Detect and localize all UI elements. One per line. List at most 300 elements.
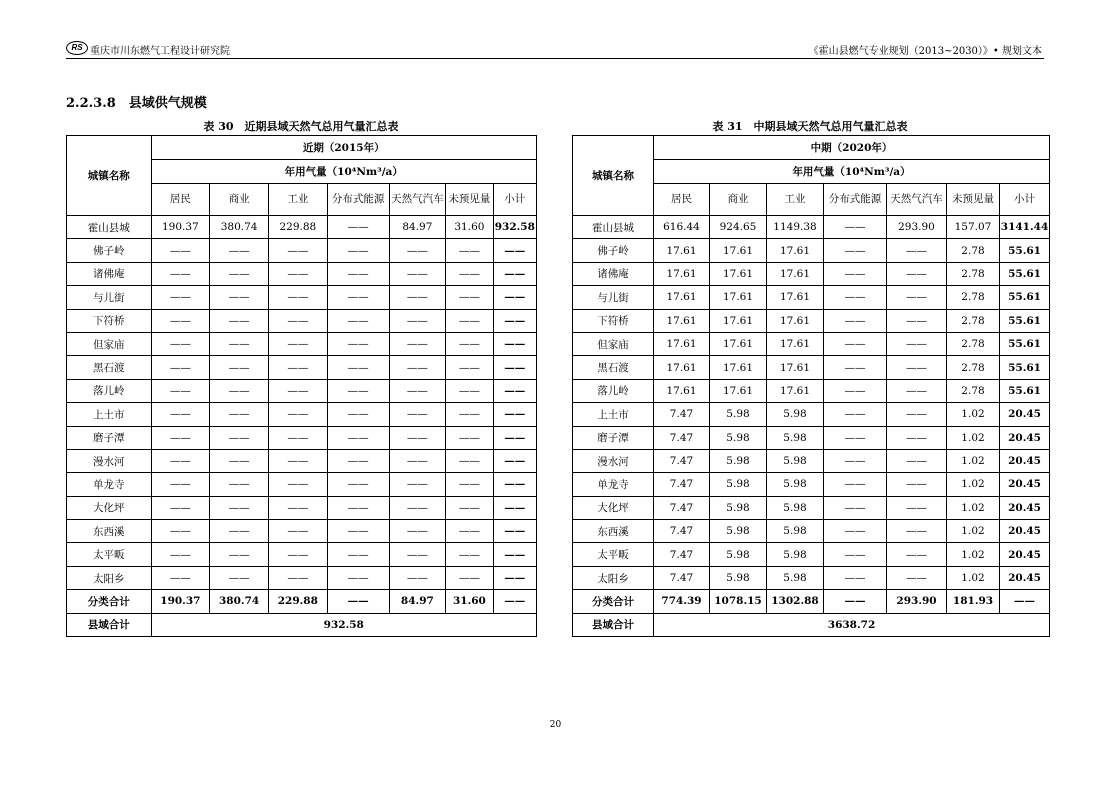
value-cell: 2.78 [947,309,1000,332]
value-cell: —— [824,566,887,589]
value-cell: —— [824,239,887,262]
page-number: 20 [549,720,562,730]
value-cell: 2.78 [947,332,1000,355]
value-cell: 20.45 [1000,520,1050,543]
table-row [573,286,1050,309]
total-label: 县域合计 [573,613,654,636]
value-cell: —— [493,496,536,519]
value-cell: 17.61 [654,262,710,285]
unit-header: 年用气量（10⁴Nm³/a） [151,160,537,184]
value-cell: —— [446,379,493,402]
value-cell: 17.61 [710,332,767,355]
value-cell: 5.98 [767,520,824,543]
col-header: 未预见量 [947,184,1000,216]
value-cell: 5.98 [767,496,824,519]
value-cell: 293.90 [887,216,947,239]
value-cell: —— [210,239,269,262]
town-name-cell: 东西溪 [573,520,654,543]
value-cell: —— [210,262,269,285]
town-name-cell: 黑石渡 [573,356,654,379]
value-cell: —— [268,356,327,379]
value-cell: —— [824,356,887,379]
value-cell: 7.47 [654,566,710,589]
value-cell: —— [210,496,269,519]
value-cell: —— [151,286,210,309]
table-row [67,356,537,379]
value-cell: 616.44 [654,216,710,239]
value-cell: —— [268,449,327,472]
value-cell: —— [151,262,210,285]
value-cell: —— [824,426,887,449]
header-doc-title: 《霍山县燃气专业规划（2013~2030）》• 规划文本 [808,46,1042,57]
value-cell: —— [210,543,269,566]
town-name-cell: 霍山县城 [573,216,654,239]
value-cell: 17.61 [767,379,824,402]
value-cell: 5.98 [710,543,767,566]
town-name-header: 城镇名称 [67,136,152,216]
value-cell: 17.61 [710,286,767,309]
value-cell: —— [268,473,327,496]
table-row [67,262,537,285]
value-cell: 17.61 [654,286,710,309]
value-cell: 2.78 [947,239,1000,262]
col-header: 小计 [1000,184,1050,216]
value-cell: 17.61 [710,262,767,285]
value-cell: —— [446,403,493,426]
unit-header: 年用气量（10⁴Nm³/a） [654,160,1050,184]
table30-caption: 表 30 近期县域天然气总用气量汇总表 [203,120,399,133]
table-row [573,566,1050,589]
value-cell: —— [493,239,536,262]
value-cell: 17.61 [710,356,767,379]
value-cell: 1.02 [947,496,1000,519]
value-cell: 31.60 [446,216,493,239]
town-name-cell: 单龙寺 [573,473,654,496]
table-row [573,426,1050,449]
value-cell: 20.45 [1000,473,1050,496]
value-cell: 5.98 [710,426,767,449]
town-name-cell: 落儿岭 [67,379,152,402]
subtotal-cell: 774.39 [654,590,710,613]
value-cell: 2.78 [947,262,1000,285]
value-cell: —— [327,286,389,309]
value-cell: —— [268,403,327,426]
value-cell: —— [446,520,493,543]
subtotal-row [67,590,537,613]
value-cell: —— [327,332,389,355]
value-cell: 5.98 [767,566,824,589]
period-header: 近期（2015年） [151,136,537,160]
table-row [67,496,537,519]
value-cell: 7.47 [654,496,710,519]
value-cell: —— [268,520,327,543]
value-cell: 55.61 [1000,356,1050,379]
value-cell: —— [887,426,947,449]
value-cell: —— [389,520,446,543]
value-cell: —— [151,379,210,402]
table-row [67,473,537,496]
value-cell: —— [151,543,210,566]
table-row [67,216,537,239]
table30 [66,135,537,637]
town-name-cell: 太阳乡 [67,566,152,589]
value-cell: 17.61 [767,309,824,332]
value-cell: —— [887,520,947,543]
value-cell: 55.61 [1000,379,1050,402]
value-cell: 20.45 [1000,566,1050,589]
col-header: 居民 [654,184,710,216]
table-row [573,262,1050,285]
col-header: 分布式能源 [824,184,887,216]
value-cell: —— [493,426,536,449]
value-cell: —— [210,309,269,332]
town-name-cell: 但家庙 [573,332,654,355]
value-cell: —— [268,262,327,285]
subtotal-cell: 380.74 [210,590,269,613]
table-row [67,426,537,449]
value-cell: —— [151,496,210,519]
value-cell: 17.61 [710,379,767,402]
value-cell: —— [389,309,446,332]
value-cell: —— [824,286,887,309]
col-header: 工业 [767,184,824,216]
value-cell: —— [824,449,887,472]
town-name-cell: 佛子岭 [573,239,654,262]
value-cell: —— [389,403,446,426]
table-row [67,332,537,355]
value-cell: —— [327,403,389,426]
table31-caption: 表 31 中期县域天然气总用气量汇总表 [712,120,908,133]
table-row [573,543,1050,566]
value-cell: —— [268,566,327,589]
value-cell: —— [493,473,536,496]
subtotal-row [573,590,1050,613]
value-cell: —— [446,449,493,472]
value-cell: 20.45 [1000,426,1050,449]
value-cell: —— [389,473,446,496]
value-cell: —— [327,566,389,589]
value-cell: 84.97 [389,216,446,239]
col-header: 商业 [710,184,767,216]
value-cell: 380.74 [210,216,269,239]
subtotal-cell: —— [1000,590,1050,613]
value-cell: —— [151,473,210,496]
value-cell: 924.65 [710,216,767,239]
subtotal-cell: 31.60 [446,590,493,613]
total-row [573,613,1050,636]
value-cell: —— [327,356,389,379]
town-name-cell: 与儿街 [67,286,152,309]
table31 [572,135,1050,637]
value-cell: —— [151,449,210,472]
town-name-cell: 磨子潭 [67,426,152,449]
value-cell: 55.61 [1000,332,1050,355]
town-name-cell: 磨子潭 [573,426,654,449]
value-cell: —— [268,332,327,355]
value-cell: 1.02 [947,449,1000,472]
value-cell: —— [446,426,493,449]
value-cell: —— [151,426,210,449]
value-cell: —— [327,262,389,285]
town-name-cell: 上土市 [573,403,654,426]
subtotal-cell: 1302.88 [767,590,824,613]
value-cell: —— [327,426,389,449]
value-cell: —— [824,520,887,543]
value-cell: —— [327,449,389,472]
value-cell: —— [151,239,210,262]
value-cell: 2.78 [947,356,1000,379]
value-cell: —— [493,566,536,589]
value-cell: —— [887,496,947,519]
col-header: 分布式能源 [327,184,389,216]
town-name-cell: 单龙寺 [67,473,152,496]
value-cell: —— [327,309,389,332]
value-cell: —— [446,239,493,262]
table-row [573,309,1050,332]
subtotal-cell: —— [327,590,389,613]
value-cell: —— [887,403,947,426]
value-cell: —— [210,356,269,379]
value-cell: 157.07 [947,216,1000,239]
value-cell: —— [389,286,446,309]
value-cell: 5.98 [710,520,767,543]
rs-logo-icon: RS [66,41,88,55]
table-row [67,449,537,472]
town-name-cell: 太平畈 [67,543,152,566]
value-cell: —— [446,262,493,285]
col-header: 居民 [151,184,210,216]
value-cell: —— [389,496,446,519]
col-header: 小计 [493,184,536,216]
value-cell: 1.02 [947,426,1000,449]
value-cell: 5.98 [767,426,824,449]
value-cell: 5.98 [767,403,824,426]
value-cell: —— [887,543,947,566]
value-cell: —— [887,239,947,262]
subtotal-cell: 181.93 [947,590,1000,613]
value-cell: —— [493,379,536,402]
table-row [67,286,537,309]
value-cell: 5.98 [710,473,767,496]
value-cell: —— [389,449,446,472]
town-name-cell: 下符桥 [67,309,152,332]
table-row [67,379,537,402]
value-cell: 1.02 [947,473,1000,496]
value-cell: —— [268,543,327,566]
value-cell: —— [887,473,947,496]
value-cell: —— [824,379,887,402]
value-cell: —— [327,239,389,262]
subtotal-label: 分类合计 [573,590,654,613]
page-header [66,40,1044,59]
value-cell: —— [389,543,446,566]
value-cell: —— [268,309,327,332]
value-cell: 5.98 [767,473,824,496]
table-row [573,449,1050,472]
value-cell: 17.61 [767,332,824,355]
value-cell: —— [327,216,389,239]
town-name-cell: 下符桥 [573,309,654,332]
value-cell: —— [446,566,493,589]
value-cell: 229.88 [268,216,327,239]
table-row [67,566,537,589]
value-cell: 20.45 [1000,449,1050,472]
value-cell: 5.98 [767,543,824,566]
period-header: 中期（2020年） [654,136,1050,160]
value-cell: —— [493,520,536,543]
total-value: 3638.72 [654,613,1050,636]
value-cell: 7.47 [654,449,710,472]
town-name-cell: 上土市 [67,403,152,426]
value-cell: —— [824,309,887,332]
table-row [67,239,537,262]
value-cell: 55.61 [1000,239,1050,262]
table-row [67,403,537,426]
value-cell: —— [327,496,389,519]
town-name-cell: 大化坪 [67,496,152,519]
town-name-header: 城镇名称 [573,136,654,216]
value-cell: —— [824,332,887,355]
value-cell: 5.98 [710,403,767,426]
value-cell: —— [824,403,887,426]
value-cell: —— [210,286,269,309]
subtotal-cell: 1078.15 [710,590,767,613]
value-cell: 17.61 [654,356,710,379]
value-cell: 5.98 [710,449,767,472]
value-cell: —— [824,543,887,566]
value-cell: —— [210,403,269,426]
table-row [573,216,1050,239]
value-cell: 5.98 [710,566,767,589]
value-cell: —— [389,379,446,402]
value-cell: —— [446,332,493,355]
value-cell: —— [446,543,493,566]
value-cell: 1149.38 [767,216,824,239]
value-cell: —— [151,356,210,379]
value-cell: —— [887,449,947,472]
value-cell: —— [268,496,327,519]
value-cell: —— [446,496,493,519]
total-row [67,613,537,636]
table-row [573,473,1050,496]
value-cell: 17.61 [654,309,710,332]
table-row [573,239,1050,262]
town-name-cell: 佛子岭 [67,239,152,262]
subtotal-cell: 190.37 [151,590,210,613]
town-name-cell: 东西溪 [67,520,152,543]
value-cell: 20.45 [1000,543,1050,566]
value-cell: 17.61 [710,309,767,332]
table-row [573,356,1050,379]
value-cell: 20.45 [1000,403,1050,426]
col-header: 商业 [210,184,269,216]
town-name-cell: 太平畈 [573,543,654,566]
table-row [573,520,1050,543]
value-cell: —— [327,543,389,566]
value-cell: 55.61 [1000,309,1050,332]
value-cell: —— [389,356,446,379]
value-cell: —— [824,216,887,239]
value-cell: —— [493,262,536,285]
value-cell: —— [887,379,947,402]
town-name-cell: 漫水河 [67,449,152,472]
section-title: 2.2.3.8 县域供气规模 [66,96,207,111]
value-cell: —— [887,309,947,332]
value-cell: 17.61 [767,262,824,285]
value-cell: —— [151,309,210,332]
subtotal-cell: —— [493,590,536,613]
value-cell: 1.02 [947,403,1000,426]
value-cell: —— [446,356,493,379]
value-cell: —— [887,332,947,355]
value-cell: 17.61 [767,239,824,262]
total-value: 932.58 [151,613,537,636]
value-cell: 5.98 [710,496,767,519]
value-cell: —— [493,286,536,309]
subtotal-cell: 84.97 [389,590,446,613]
value-cell: —— [210,473,269,496]
value-cell: —— [389,426,446,449]
value-cell: —— [493,543,536,566]
value-cell: 17.61 [654,239,710,262]
subtotal-label: 分类合计 [67,590,152,613]
value-cell: 55.61 [1000,286,1050,309]
town-name-cell: 诸佛庵 [573,262,654,285]
value-cell: —— [389,262,446,285]
value-cell: 1.02 [947,520,1000,543]
value-cell: —— [210,520,269,543]
value-cell: —— [824,496,887,519]
value-cell: —— [151,566,210,589]
value-cell: 7.47 [654,520,710,543]
value-cell: —— [389,332,446,355]
value-cell: 17.61 [710,239,767,262]
value-cell: —— [493,309,536,332]
col-header: 未预见量 [446,184,493,216]
value-cell: —— [327,520,389,543]
value-cell: 7.47 [654,473,710,496]
town-name-cell: 落儿岭 [573,379,654,402]
value-cell: 2.78 [947,379,1000,402]
table-row [573,379,1050,402]
value-cell: —— [887,356,947,379]
value-cell: 7.47 [654,403,710,426]
value-cell: 17.61 [767,286,824,309]
value-cell: —— [446,286,493,309]
value-cell: —— [151,403,210,426]
value-cell: —— [268,426,327,449]
town-name-cell: 但家庙 [67,332,152,355]
value-cell: —— [268,379,327,402]
town-name-cell: 黑石渡 [67,356,152,379]
value-cell: —— [493,449,536,472]
value-cell: 7.47 [654,426,710,449]
value-cell: 55.61 [1000,262,1050,285]
value-cell: 17.61 [654,332,710,355]
value-cell: 17.61 [767,356,824,379]
value-cell: 17.61 [654,379,710,402]
value-cell: 932.58 [493,216,536,239]
subtotal-cell: —— [824,590,887,613]
town-name-cell: 漫水河 [573,449,654,472]
value-cell: —— [887,262,947,285]
value-cell: —— [824,473,887,496]
value-cell: —— [151,520,210,543]
table-row [573,496,1050,519]
value-cell: 1.02 [947,543,1000,566]
subtotal-cell: 293.90 [887,590,947,613]
value-cell: —— [268,286,327,309]
